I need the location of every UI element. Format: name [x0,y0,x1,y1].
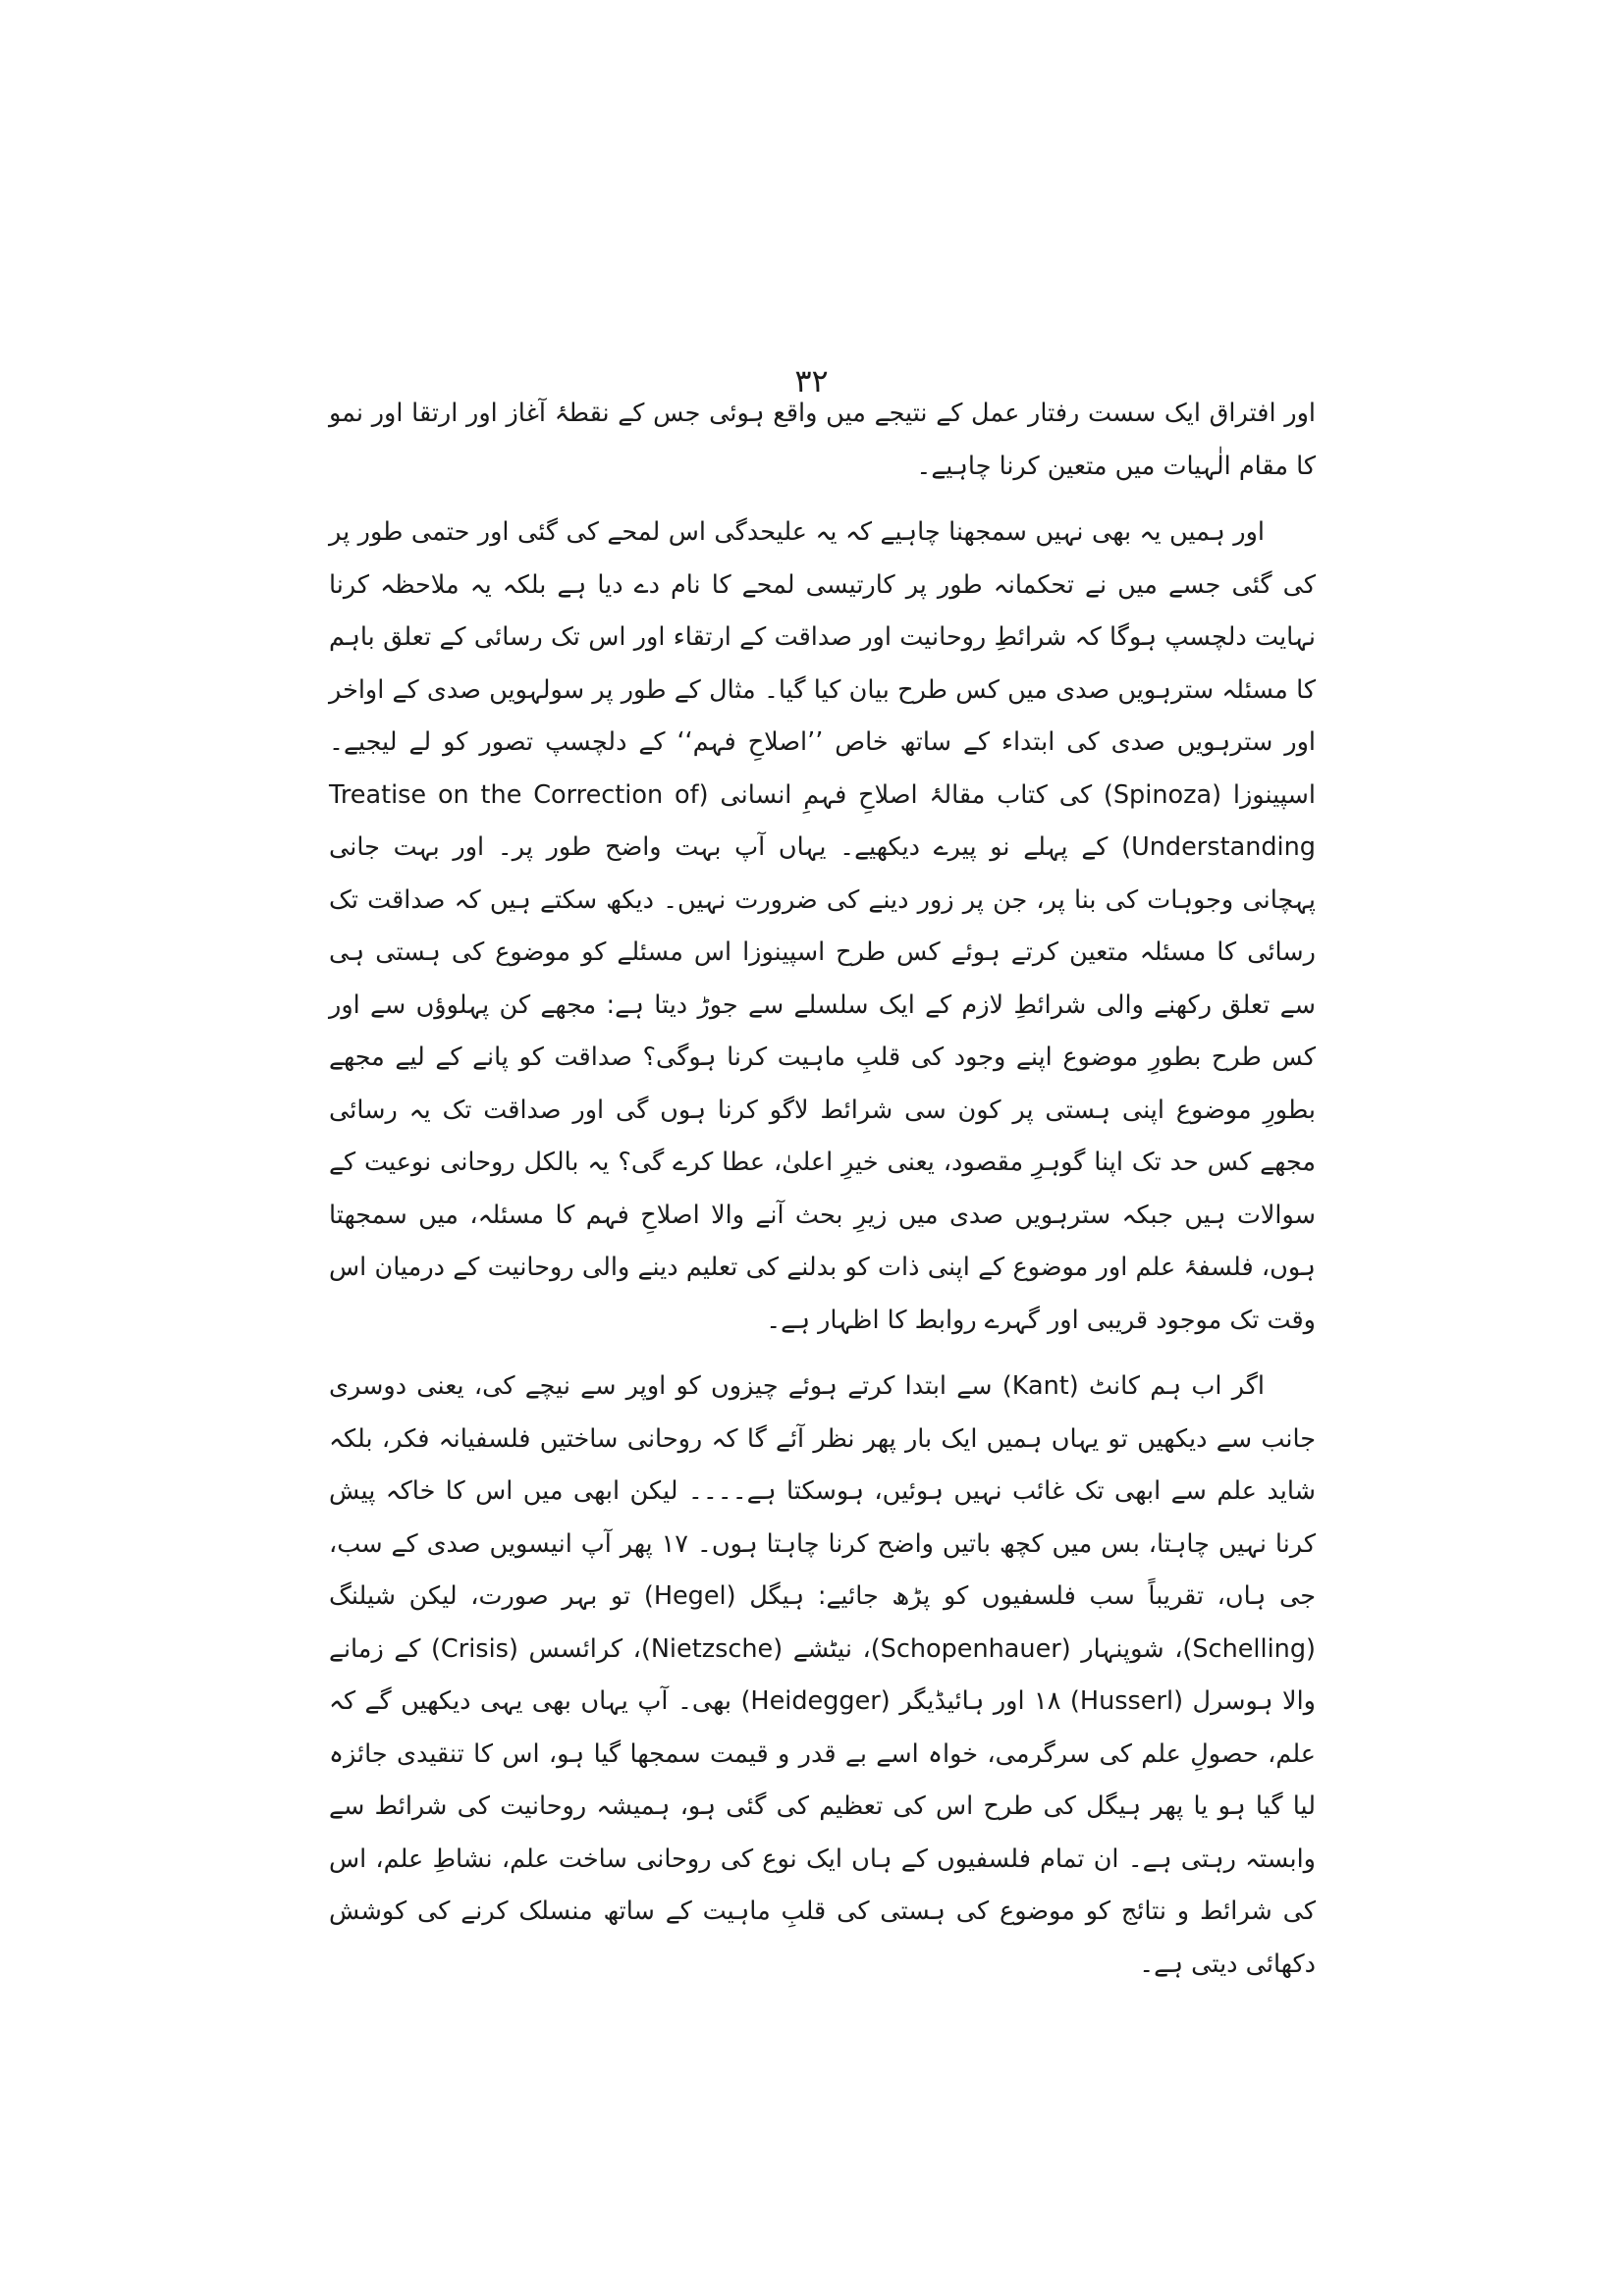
paragraph-continuation: اور افتراق ایک سست رفتار عمل کے نتیجے میں واقع ہوئی جس کے نقطۂ آغاز اور ارتقا اور نمو کا مقام الٰہیات میں متعین کرنا چاہیے۔ [329,399,1316,481]
page-number: ۳۲ [794,362,829,400]
paragraph: اور ہمیں یہ بھی نہیں سمجھنا چاہیے کہ یہ علیحدگی اس لمحے کی گئی اور حتمی طور پر کی گئی جسے میں نے تحکمانہ طور پر کارتیسی لمحے کا نام دے دیا ہے بلکہ یہ ملاحظہ کرنا نہایت دلچسپ ہوگا کہ شرائطِ روحانیت اور صداقت کے ارتقاء اور اس تک رسائی کے تعلق باہم کا مسئلہ سترہویں صدی میں کس طرح بیان کیا گیا۔ مثال کے طور پر سولہویں صدی کے اواخر اور سترہویں صدی کی ابتداء کے ساتھ خاص ’’اصلاحِ فہم‘‘ کے دلچسپ تصور کو لے لیجیے۔ اسپینوزا (Spinoza) کی کتاب مقالۂ اصلاحِ فہمِ انسانی (Treatise on the Correction of Understanding) کے پہلے نو پیرے دیکھیے۔ یہاں آپ بہت واضح طور پر۔ اور بہت جانی پہچانی وجوہات کی بنا پر، جن پر زور دینے کی ضرورت نہیں۔ دیکھ سکتے ہیں کہ صداقت تک رسائی کا مسئلہ متعین کرتے ہوئے کس طرح اسپینوزا اس مسئلے کو موضوع کی ہستی ہی سے تعلق رکھنے والی شرائطِ لازم کے ایک سلسلے سے جوڑ دیتا ہے: مجھے کن پہلوؤں سے اور کس طرح بطورِ موضوع اپنے وجود کی قلبِ ماہیت کرنا ہوگی؟ صداقت کو پانے کے لیے مجھے بطورِ موضوع اپنی ہستی پر کون سی شرائط لاگو کرنا ہوں گی اور صداقت تک یہ رسائی مجھے کس حد تک اپنا گوہرِ مقصود، یعنی خیرِ اعلیٰ، عطا کرے گی؟ یہ بالکل روحانی نوعیت کے سوالات ہیں جبکہ سترہویں صدی میں زیرِ بحث آنے والا اصلاحِ فہم کا مسئلہ، میں سمجھتا ہوں، فلسفۂ علم اور موضوع کے اپنی ذات کو بدلنے کی تعلیم دینے والی روحانیت کے درمیان اس وقت تک موجود قریبی اور گہرے روابط کا اظہار ہے۔ [329,517,1316,1335]
paragraph: اگر اب ہم کانٹ (Kant) سے ابتدا کرتے ہوئے چیزوں کو اوپر سے نیچے کی، یعنی دوسری جانب سے دیکھیں تو یہاں ہمیں ایک بار پھر نظر آئے گا کہ روحانی ساختیں فلسفیانہ فکر، بلکہ شاید علم سے ابھی تک غائب نہیں ہوئیں، ہوسکتا ہے۔۔۔۔ لیکن ابھی میں اس کا خاکہ پیش کرنا نہیں چاہتا، بس میں کچھ باتیں واضح کرنا چاہتا ہوں۔ ۱۷ پھر آپ انیسویں صدی کے سب، جی ہاں، تقریباً سب فلسفیوں کو پڑھ جائیے: ہیگل (Hegel) تو بہر صورت، لیکن شیلنگ (Schelling)، شوپنہار (Schopenhauer)، نیٹشے (Nietzsche)، کرائسس (Crisis) کے زمانے والا ہوسرل (Husserl) ۱۸ اور ہائیڈیگر (Heidegger) بھی۔ آپ یہاں بھی یہی دیکھیں گے کہ علم، حصولِ علم کی سرگرمی، خواہ اسے بے قدر و قیمت سمجھا گیا ہو، اس کا تنقیدی جائزہ لیا گیا ہو یا پھر ہیگل کی طرح اس کی تعظیم کی گئی ہو، ہمیشہ روحانیت کی شرائط سے وابستہ رہتی ہے۔ ان تمام فلسفیوں کے ہاں ایک نوع کی روحانی ساخت علم، نشاطِ علم، اس کی شرائط و نتائج کو موضوع کی ہستی کی قلبِ ماہیت کے ساتھ منسلک کرنے کی کوشش دکھائی دیتی ہے۔ [329,1371,1316,1979]
body-text [329,388,1316,1991]
